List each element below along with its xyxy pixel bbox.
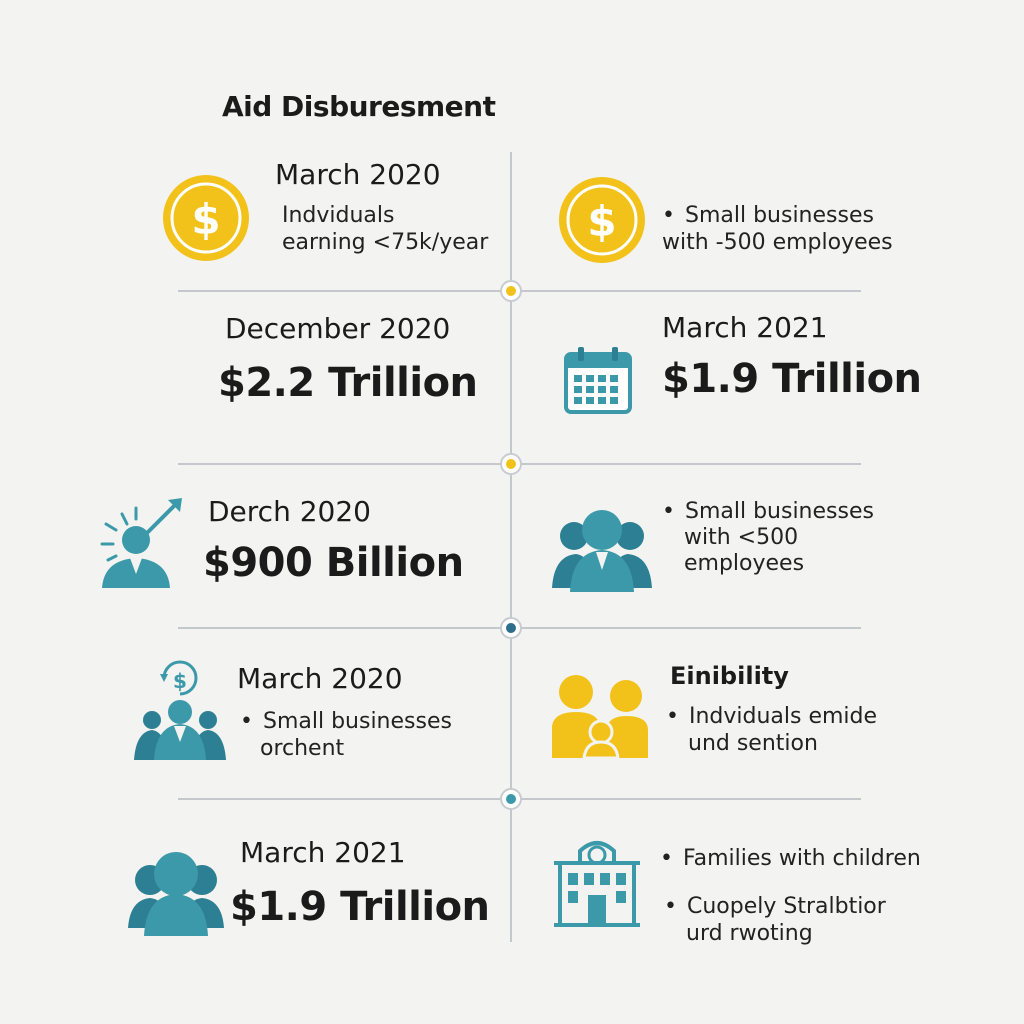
row4-right-text-1: • Indviduals emide <box>666 703 877 730</box>
timeline-node-dot <box>506 286 516 296</box>
row1-left-date: March 2020 <box>275 158 441 191</box>
row5-left-date: March 2021 <box>240 836 406 869</box>
timeline-node-dot <box>506 623 516 633</box>
timeline-node <box>500 280 522 302</box>
timeline-node <box>500 788 522 810</box>
row4-left-text-1: • Small businesses <box>240 708 452 735</box>
row4-left-date: March 2020 <box>237 662 403 695</box>
row1-left-text-2: earning <75k/year <box>282 230 489 255</box>
people-group-icon <box>128 850 224 936</box>
timeline-node <box>500 617 522 639</box>
person-growth-icon <box>96 494 188 590</box>
row5-right-text-1: • Families with children <box>660 845 921 872</box>
row4-left-text-2: orchent <box>260 736 345 761</box>
money-people-icon <box>134 660 226 760</box>
timeline-node-dot <box>506 794 516 804</box>
row4-right-text-2: und sention <box>688 731 818 756</box>
building-icon <box>552 833 642 927</box>
row1-right-text-1: • Small businesses <box>662 202 874 229</box>
row3-right-text-2: with <500 <box>684 525 799 550</box>
dollar-coin-icon <box>162 174 250 262</box>
timeline-node-dot <box>506 459 516 469</box>
timeline-vertical-line <box>510 152 512 942</box>
timeline-node <box>500 453 522 475</box>
row1-left-text-1: Indviduals <box>282 203 395 228</box>
row1-right-text-2: with -500 employees <box>662 230 893 255</box>
row2-right-amount: $1.9 Trillion <box>662 356 922 402</box>
row2-left-date: December 2020 <box>225 312 451 345</box>
row3-right-text-1: • Small businesses <box>662 498 874 525</box>
row5-right-text-2: • Cuopely Stralbtior <box>664 893 886 920</box>
row3-left-date: Derch 2020 <box>208 495 371 528</box>
svg-text:$: $ <box>173 669 187 693</box>
page-title: Aid Disburesment <box>222 90 496 123</box>
svg-text:$: $ <box>191 195 221 244</box>
dollar-coin-icon <box>558 176 646 264</box>
row5-right-text-3: urd rwoting <box>686 921 813 946</box>
row3-left-amount: $900 Billion <box>203 540 464 586</box>
row2-right-date: March 2021 <box>662 311 828 344</box>
family-icon <box>550 674 650 758</box>
calendar-icon <box>562 344 634 416</box>
people-group-icon <box>552 508 652 592</box>
row4-right-heading: Einibility <box>670 662 789 690</box>
row2-left-amount: $2.2 Trillion <box>218 360 478 406</box>
row3-right-text-3: employees <box>684 551 805 576</box>
row5-left-amount: $1.9 Trillion <box>230 884 490 930</box>
svg-text:$: $ <box>587 197 617 246</box>
